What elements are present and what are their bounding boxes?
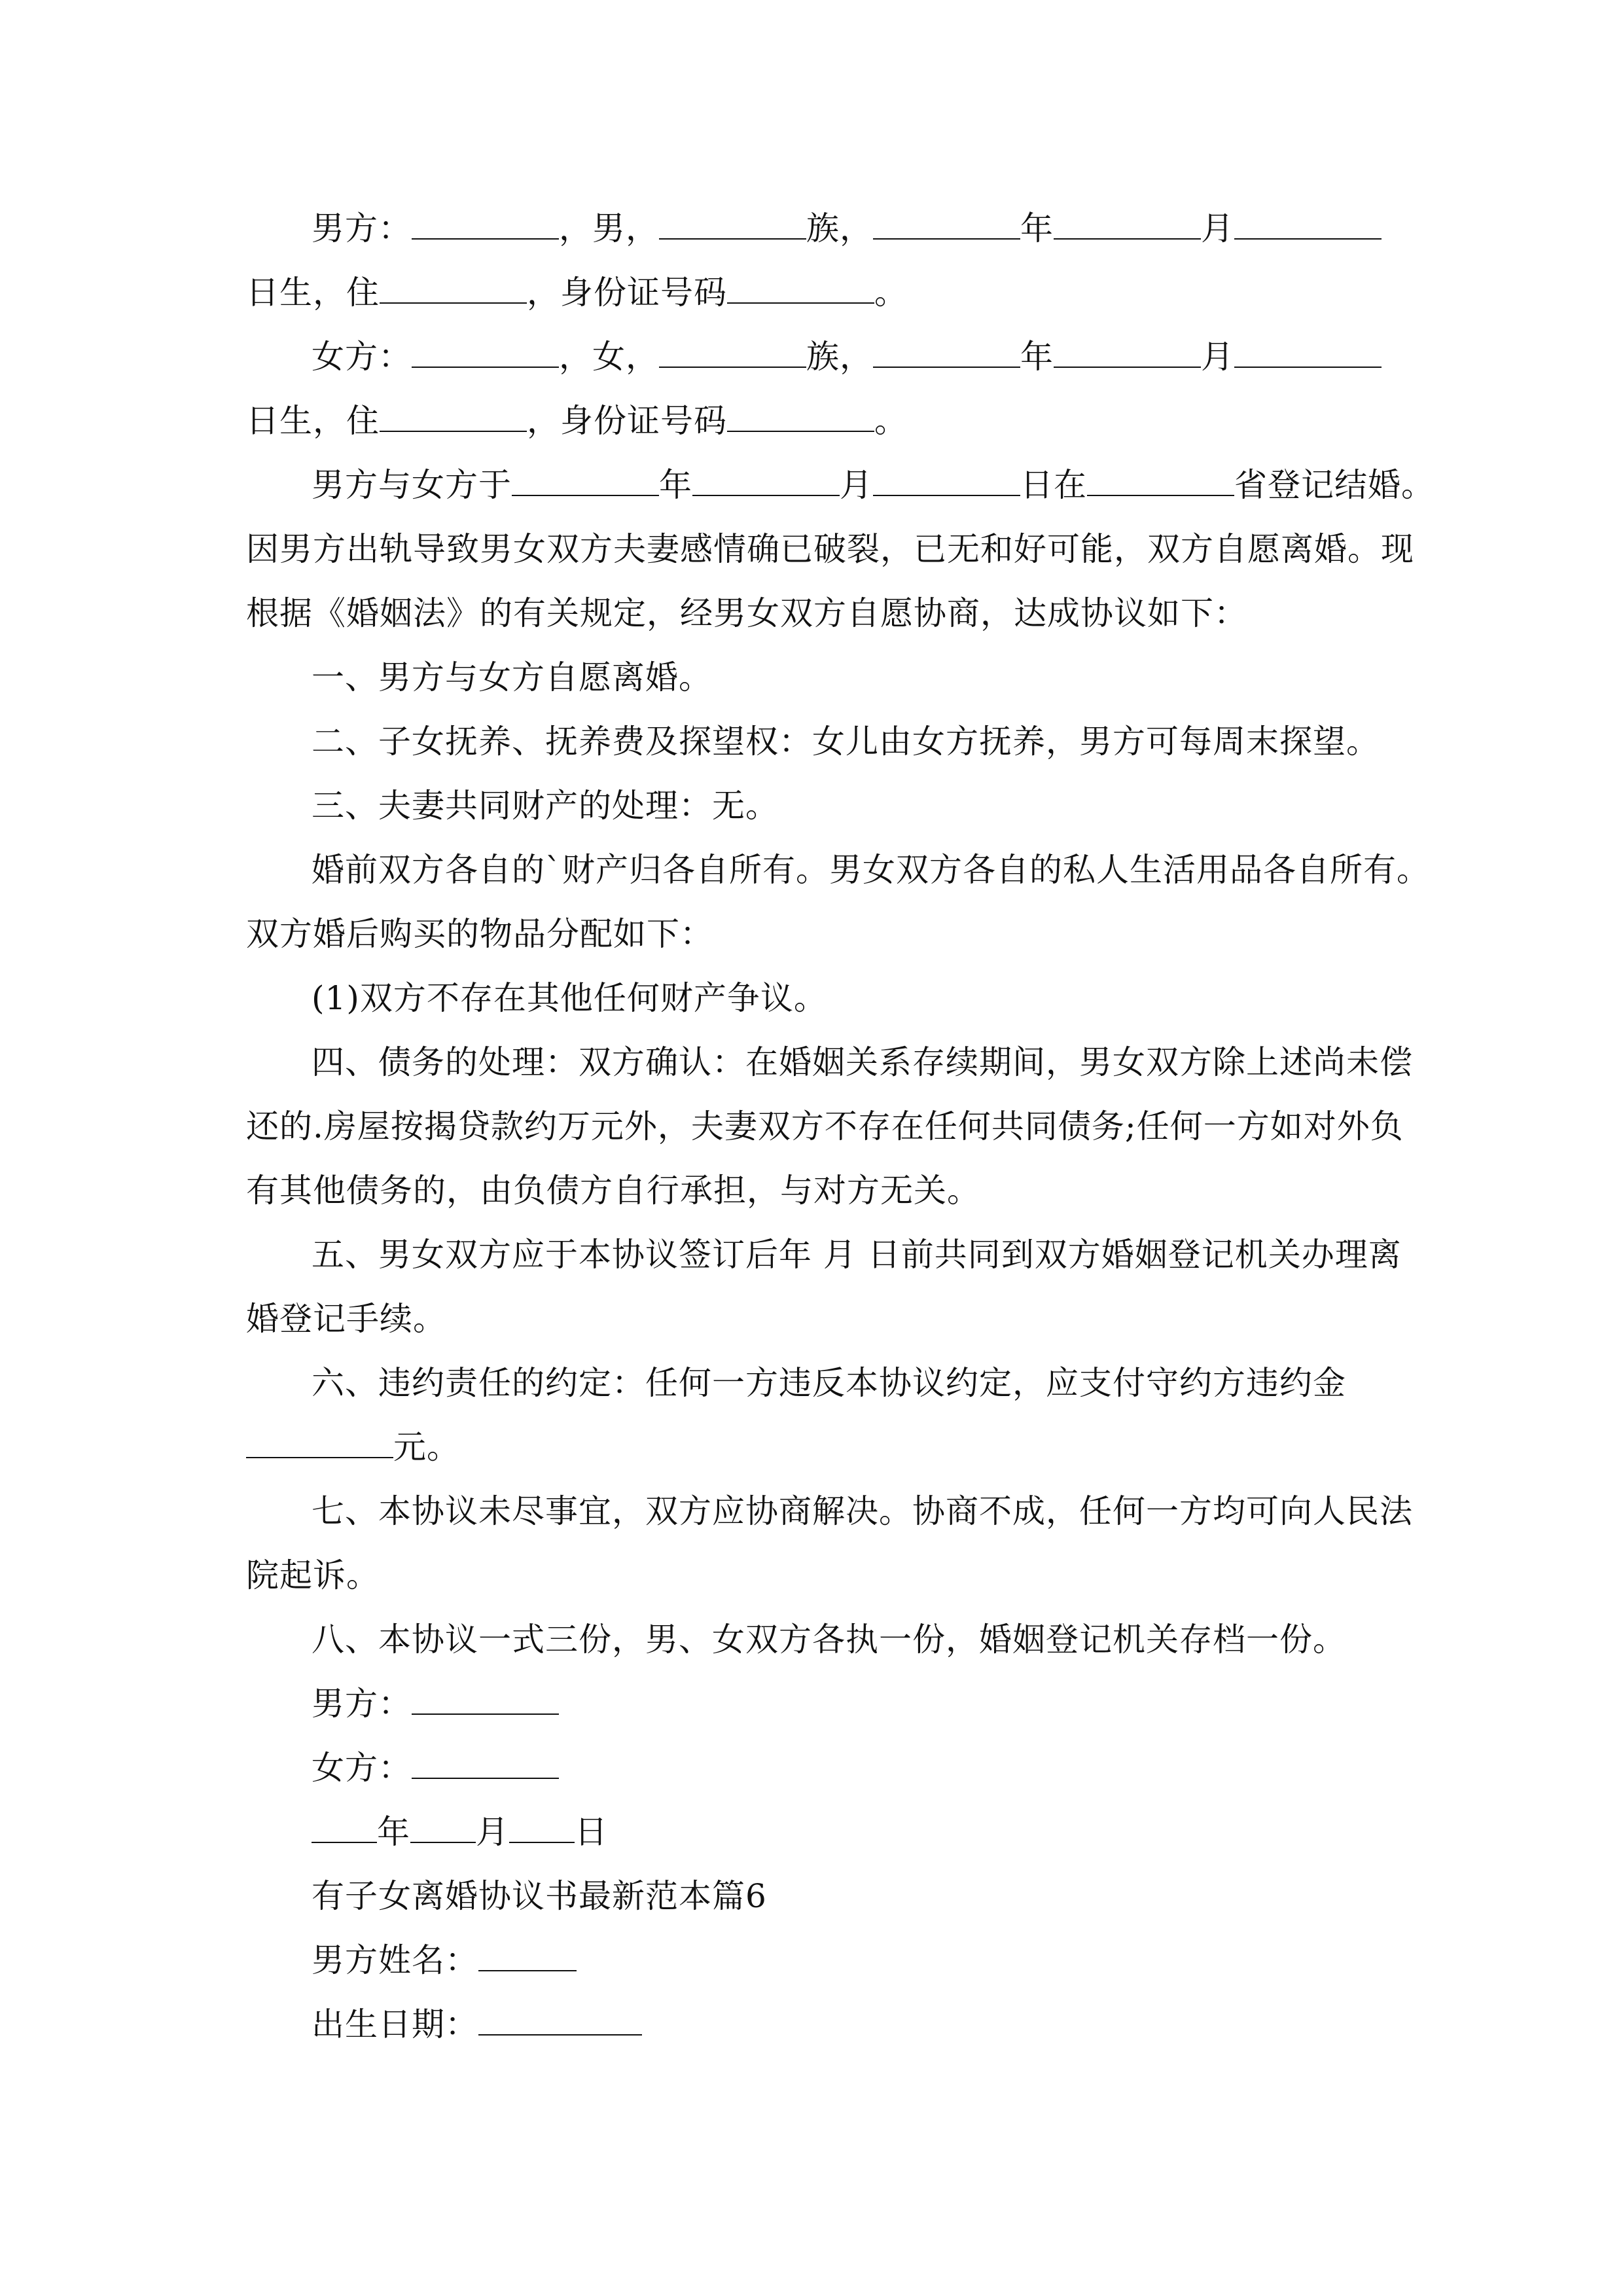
- section-title: 有子女离婚协议书最新范本篇6: [312, 1877, 767, 1915]
- male-name-line: [246, 1928, 1382, 1992]
- clause-8: 八、本协议一式三份，男、女双方各执一份，婚姻登记机关存档一份。: [312, 1621, 1346, 1659]
- blank-id-number: [727, 407, 874, 432]
- text-segment: 日生，住: [246, 274, 380, 312]
- paragraph-line: 婚登记手续。: [246, 1300, 446, 1338]
- text-segment: ，男，: [559, 209, 659, 247]
- blank-month: [1054, 343, 1201, 368]
- text-segment: 男方姓名：: [312, 1941, 478, 1979]
- male-info-line-1: [246, 196, 1382, 260]
- text-segment: 日生，住: [246, 402, 380, 440]
- text-segment: ，身份证号码: [527, 402, 727, 440]
- clause-1: 一、男方与女方自愿离婚。: [312, 658, 712, 696]
- blank-signature: [412, 1690, 559, 1715]
- blank-name: [478, 1946, 577, 1971]
- birth-date-line: [246, 1992, 1382, 2056]
- marriage-registration-line: [246, 453, 1435, 517]
- female-info-line-2: [246, 389, 1382, 453]
- male-info-line-2: [246, 260, 1382, 325]
- blank-day: [1234, 343, 1382, 368]
- blank-ethnicity: [659, 343, 806, 368]
- blank-day: [1234, 215, 1382, 240]
- blank-year: [873, 343, 1020, 368]
- blank-address: [380, 279, 527, 304]
- blank-month: [1054, 215, 1201, 240]
- clause-6: 六、违约责任的约定：任何一方违反本协议约定，应支付守约方违约金: [312, 1364, 1346, 1402]
- blank-province: [1087, 471, 1234, 496]
- paragraph-line: 根据《婚姻法》的有关规定，经男女双方自愿协商，达成协议如下：: [246, 594, 1247, 632]
- text-segment: 日: [575, 1813, 608, 1851]
- paragraph-line: 有其他债务的，由负债方自行承担，与对方无关。: [246, 1172, 980, 1210]
- text-segment: 年: [377, 1813, 410, 1851]
- blank-ethnicity: [659, 215, 806, 240]
- text-segment: 月: [1201, 338, 1234, 376]
- blank-signature: [412, 1754, 559, 1779]
- paragraph-line: 因男方出轨导致男女双方夫妻感情确已破裂，已无和好可能，双方自愿离婚。现: [246, 530, 1414, 568]
- clause-2: 二、子女抚养、抚养费及探望权：女儿由女方抚养，男方可每周末探望。: [312, 723, 1380, 761]
- blank-day: [873, 471, 1020, 496]
- text-segment: 元。: [393, 1428, 460, 1466]
- text-segment: 日在: [1020, 466, 1087, 504]
- blank-name: [412, 215, 559, 240]
- text-segment: ，身份证号码: [527, 274, 727, 312]
- female-info-line-1: [246, 325, 1382, 389]
- female-signature-line: [246, 1736, 1382, 1800]
- text-segment: 女方：: [312, 1749, 412, 1787]
- blank-year: [873, 215, 1020, 240]
- text-segment: 女方：: [312, 338, 412, 376]
- text-segment: 。: [874, 274, 908, 312]
- sub-item-1: (1)双方不存在其他任何财产争议。: [312, 979, 827, 1017]
- text-segment: 年: [1020, 338, 1054, 376]
- male-signature-line: [246, 1672, 1382, 1736]
- text-segment: ，女，: [559, 338, 659, 376]
- text-segment: 省登记结婚。: [1234, 466, 1435, 504]
- text-segment: 月: [476, 1813, 509, 1851]
- text-segment: 年: [659, 466, 692, 504]
- blank-month: [692, 471, 840, 496]
- text-segment: 出生日期：: [312, 2005, 478, 2043]
- paragraph-line: 院起诉。: [246, 1556, 380, 1594]
- text-segment: 年: [1020, 209, 1054, 247]
- clause-5: 五、男女双方应于本协议签订后年 月 日前共同到双方婚姻登记机关办理离: [312, 1236, 1402, 1274]
- text-segment: 男方与女方于: [312, 466, 512, 504]
- signing-date-line: [246, 1800, 1382, 1864]
- blank-birth-date: [478, 2011, 642, 2036]
- penalty-amount-line: [246, 1415, 1382, 1479]
- blank-amount: [246, 1433, 393, 1458]
- paragraph-line: 婚前双方各自的`财产归各自所有。男女双方各自的私人生活用品各自所有。: [312, 851, 1430, 889]
- text-segment: 族，: [806, 338, 873, 376]
- clause-7: 七、本协议未尽事宜，双方应协商解决。协商不成，任何一方均可向人民法: [312, 1492, 1413, 1530]
- text-segment: 男方：: [312, 1685, 412, 1723]
- blank-name: [412, 343, 559, 368]
- blank-address: [380, 407, 527, 432]
- document-body: [246, 196, 1435, 2056]
- text-segment: 月: [840, 466, 873, 504]
- clause-4: 四、债务的处理：双方确认：在婚姻关系存续期间，男女双方除上述尚未偿: [312, 1043, 1413, 1081]
- text-segment: 男方：: [312, 209, 412, 247]
- text-segment: 月: [1201, 209, 1234, 247]
- blank-day: [509, 1818, 575, 1843]
- text-segment: 族，: [806, 209, 873, 247]
- paragraph-line: 双方婚后购买的物品分配如下：: [246, 915, 713, 953]
- clause-3: 三、夫妻共同财产的处理：无。: [312, 787, 779, 825]
- blank-year: [312, 1818, 377, 1843]
- blank-id-number: [727, 279, 874, 304]
- paragraph-line: 还的.房屋按揭贷款约万元外，夫妻双方不存在任何共同债务;任何一方如对外负: [246, 1107, 1404, 1145]
- blank-month: [410, 1818, 476, 1843]
- blank-year: [512, 471, 659, 496]
- text-segment: 。: [874, 402, 908, 440]
